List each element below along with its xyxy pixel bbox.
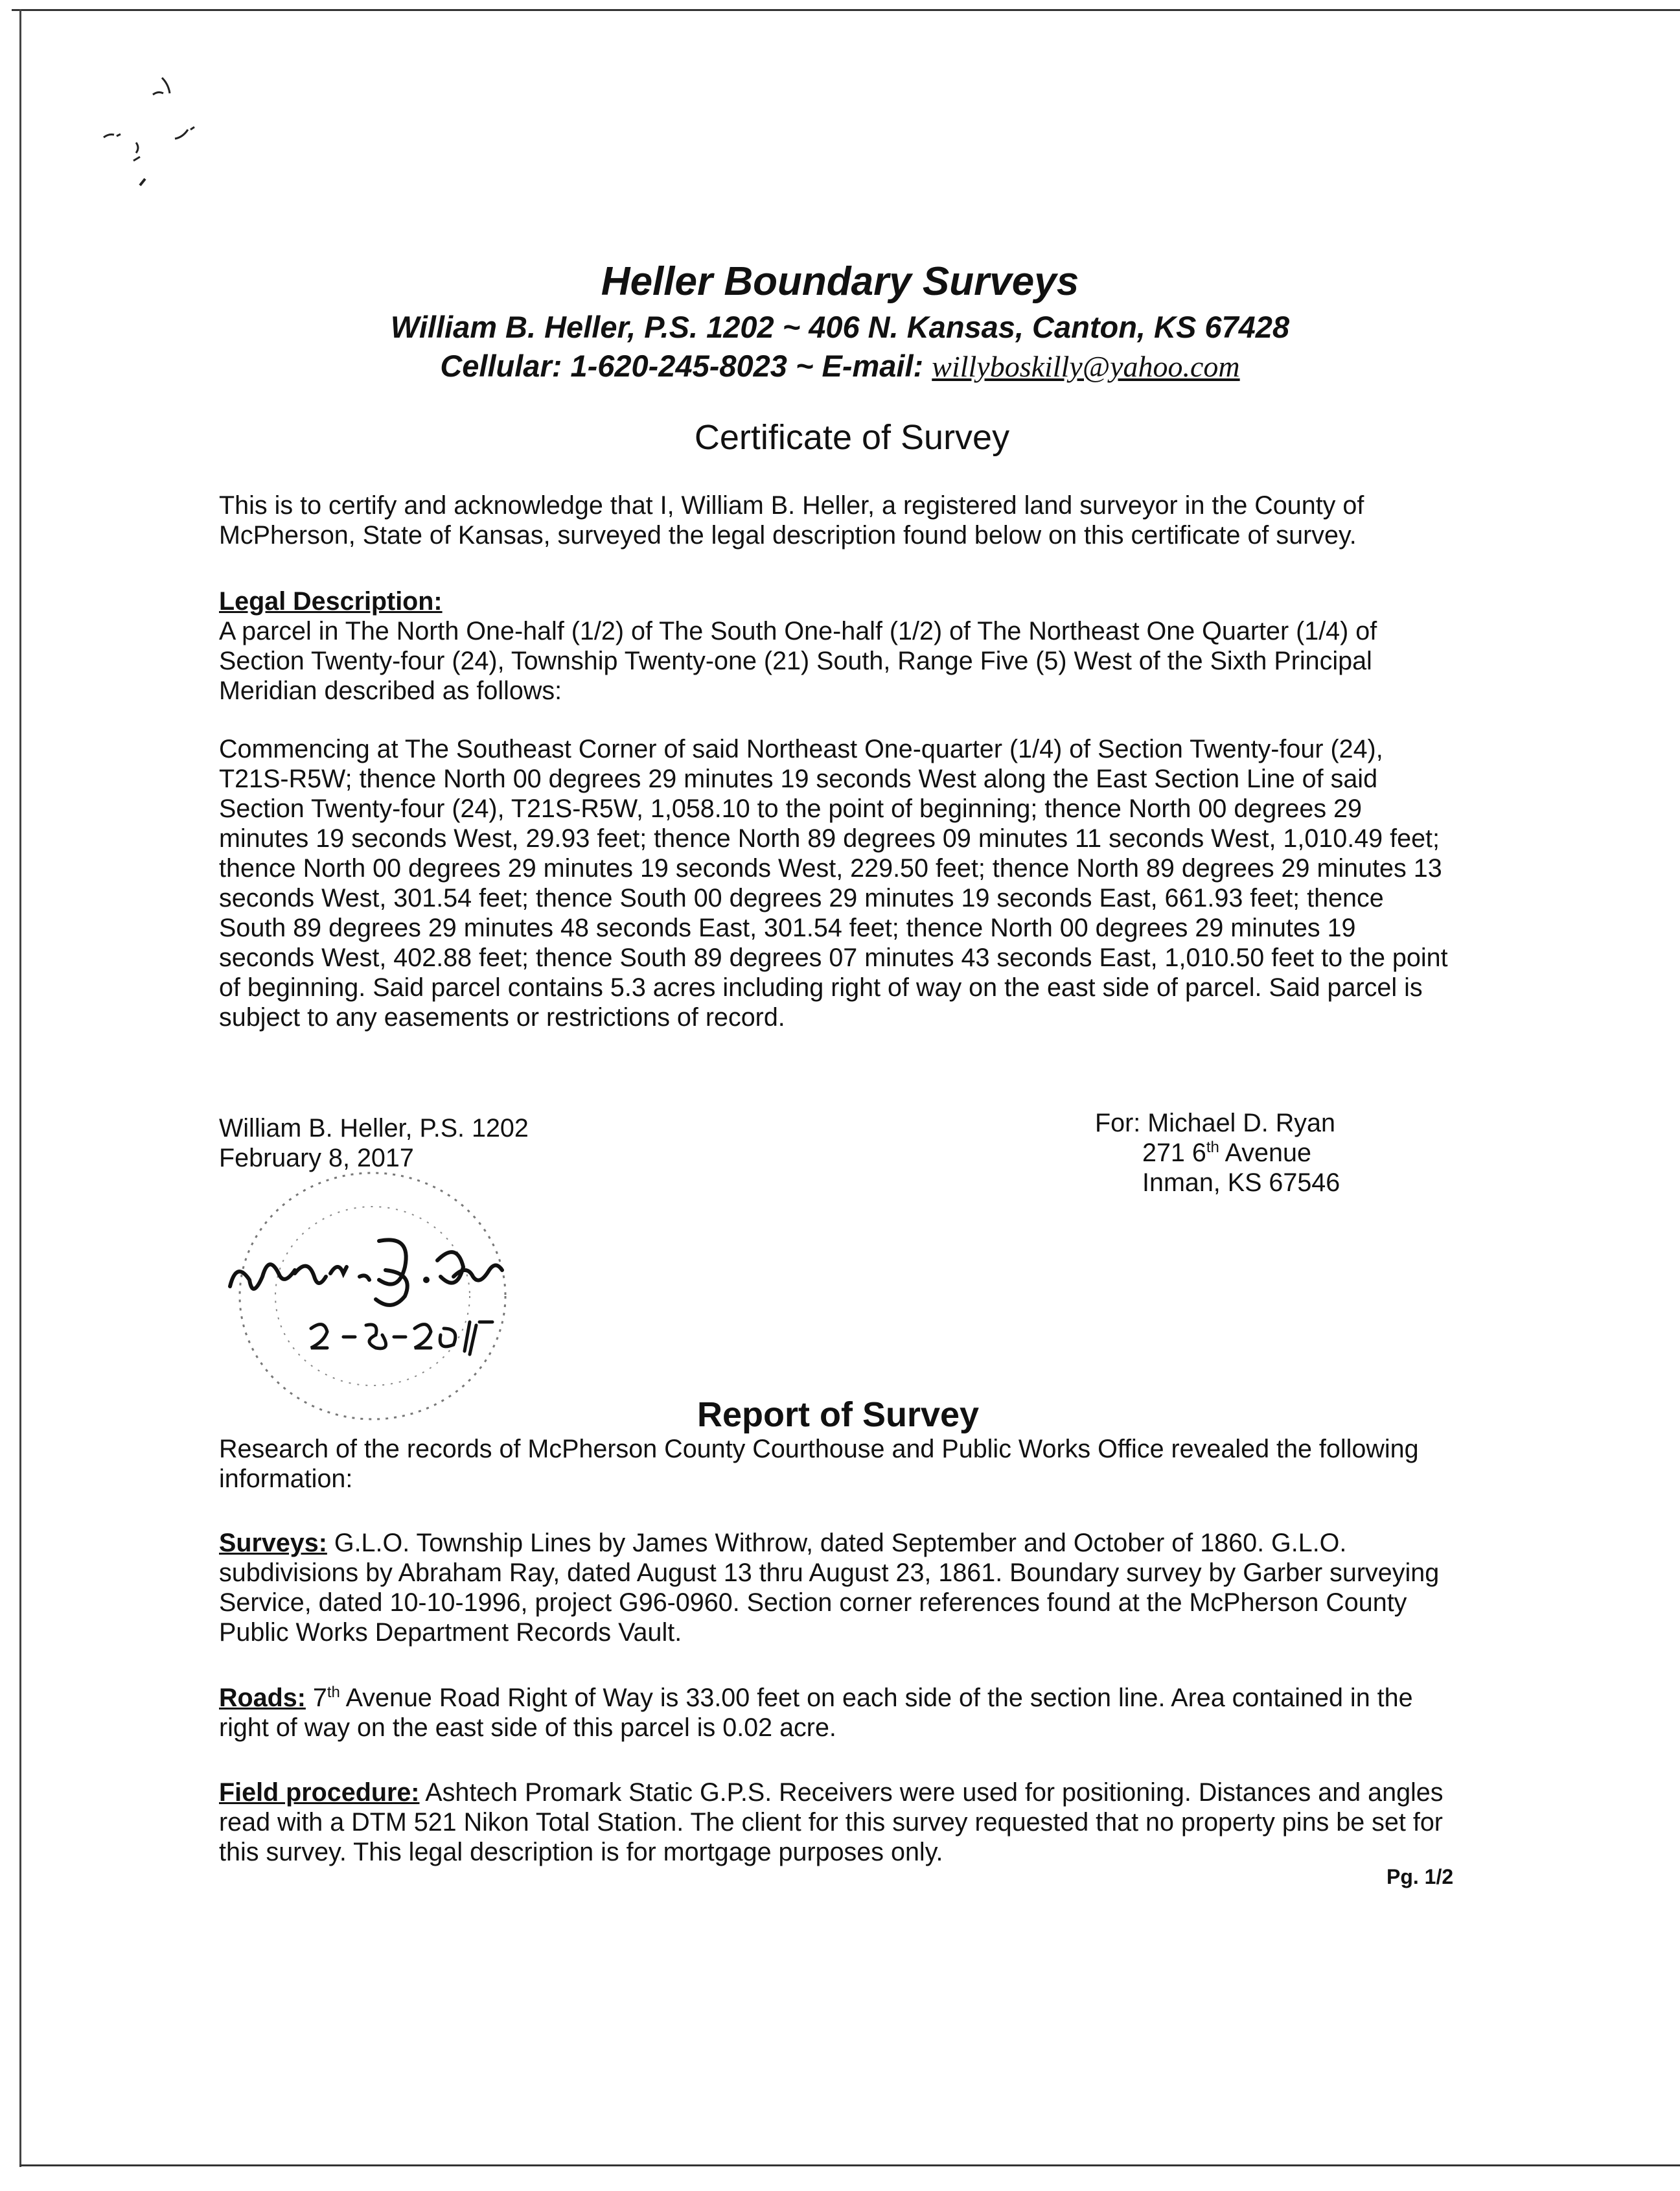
scan-border-bottom (19, 2164, 1680, 2166)
report-research: Research of the records of McPherson County Courthouse and Public Works Office revealed the following information: (219, 1435, 1419, 1493)
metes-and-bounds-text: Commencing at The Southeast Corner of said Northeast One-quarter (1/4) of Section Twenty-four (24), T21S-R5W; thence North 00 degrees 29 minutes 19 seconds West along the East Section Line of said Section Twenty-four (24), T21S-R5W, 1,058.10 to the point of beginning; thence North 00 degrees 29 minutes 19 seconds West, 29.93 feet; thence North 89 degrees 09 minutes 11 seconds West, 1,010.49 feet; thence North 00 degrees 29 minutes 19 seconds West, 229.50 feet; thence North 89 degrees 29 minutes 13 seconds West, 301.54 feet; thence South 00 degrees 29 minutes 19 seconds East, 661.93 feet; thence South 89 degrees 29 minutes 48 seconds East, 301.54 feet; thence North 00 degrees 29 minutes 19 seconds West, 402.88 feet; thence South 89 degrees 07 minutes 43 seconds East, 1,010.50 feet to the point of beginning. Said parcel contains 5.3 acres including right of way on the east side of parcel. Said parcel is subject to any easements or restrictions of record. (219, 735, 1448, 1032)
client-address-block (1095, 1108, 1340, 1198)
page-number: Pg. 1/2 (1387, 1865, 1454, 1888)
letterhead-address: William B. Heller, P.S. 1202 ~ 406 N. Kansas, Canton, KS 67428 (390, 310, 1290, 344)
surveyor-seal-and-signature (220, 1163, 525, 1442)
roads-label: Roads: (219, 1684, 306, 1712)
letterhead-phone: Cellular: 1-620-245-8023 ~ E-mail: (440, 349, 932, 383)
report-surveys: Surveys: G.L.O. Township Lines by James Withrow, dated September and October of 1860. G.L.O. subdivisions by Abraham Ray, dated August 13 thru August 23, 1861. Boundary survey by Garber surveying Service, dated 10-10-1996, project G96-0960. Section corner references found at the McPherson County Public Works Department Records Vault. (219, 1529, 1440, 1647)
letterhead-contact (0, 347, 1680, 386)
company-name: Heller Boundary Surveys (601, 259, 1079, 304)
certificate-intro: This is to certify and acknowledge that I, William B. Heller, a registered land surveyor in the County of McPherson, State of Kansas, surveyed the legal description found below on this certificate of survey. (219, 491, 1364, 550)
client-name: For: Michael D. Ryan (1095, 1109, 1335, 1137)
report-field-procedure: Field procedure: Ashtech Promark Static G.P.S. Receivers were used for positioning. Distances and angles read with a DTM 521 Nikon Total Station. The client for this survey requested that no property pins be set for this survey. This legal description is for mortgage purposes only. (219, 1778, 1444, 1866)
certificate-title: Certificate of Survey (694, 418, 1010, 457)
scan-border-top (12, 9, 1680, 11)
letterhead (0, 256, 1680, 386)
surveys-label: Surveys: (219, 1529, 327, 1557)
report-title: Report of Survey (697, 1395, 980, 1434)
signature-date: February 8, 2017 (219, 1144, 414, 1172)
legal-description-heading: Legal Description: (219, 587, 443, 616)
surveyor-name: William B. Heller, P.S. 1202 (219, 1114, 529, 1142)
field-procedure-label: Field procedure: (219, 1778, 420, 1807)
scan-specks (91, 65, 259, 220)
client-city: Inman, KS 67546 (1142, 1168, 1341, 1197)
email-link[interactable]: willyboskilly@yahoo.com (932, 350, 1240, 383)
report-roads: Roads: 7th Avenue Road Right of Way is 33.00 feet on each side of the section line. Area contained in the right of way on the east side of this parcel is 0.02 acre. (219, 1683, 1413, 1742)
client-street: 271 6th Avenue (1142, 1138, 1311, 1167)
legal-description-text: A parcel in The North One-half (1/2) of The South One-half (1/2) of The Northeast One Quarter (1/4) of Section Twenty-four (24), Township Twenty-one (21) South, Range Five (5) West of the Sixth Principal Meridian described as follows: (219, 617, 1377, 705)
